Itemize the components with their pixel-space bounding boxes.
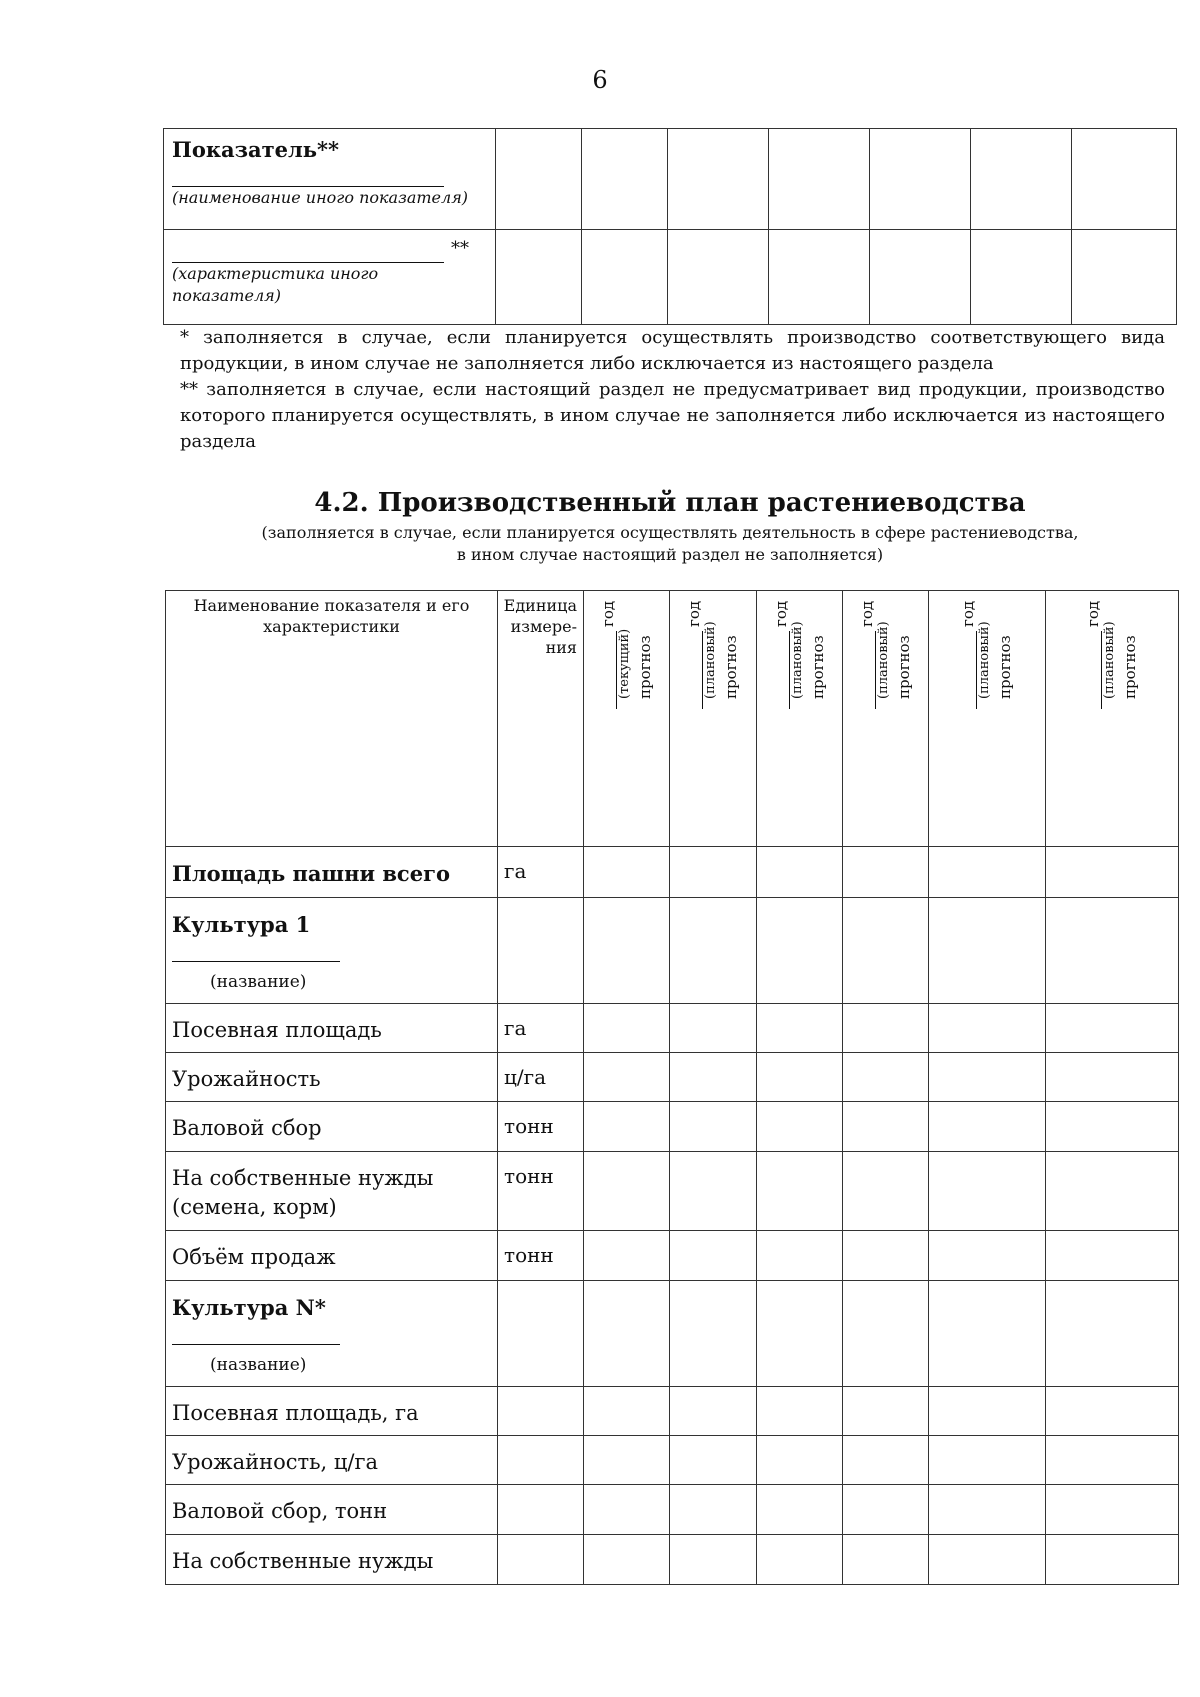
value-cell[interactable] <box>757 847 843 898</box>
value-cell[interactable] <box>584 1535 670 1585</box>
table-row <box>166 1485 1179 1535</box>
footnote-single-star: * заполняется в случае, если планируется осуществлять производство соответствующего вида продукции, в ином случае не заполняется либо исключается из настоящего раздела <box>180 327 1165 374</box>
value-cell[interactable] <box>584 1053 670 1102</box>
value-cell[interactable] <box>757 1436 843 1485</box>
year-word: год <box>598 600 617 627</box>
value-cell[interactable] <box>757 1387 843 1436</box>
value-cell[interactable] <box>870 129 971 230</box>
value-cell[interactable] <box>757 1053 843 1102</box>
year-kind: (плановый) <box>789 621 805 699</box>
unit-cell[interactable] <box>498 1281 584 1387</box>
value-cell[interactable] <box>584 1387 670 1436</box>
year-header-planned <box>843 591 929 847</box>
value-cell[interactable] <box>929 1004 1046 1053</box>
table-row <box>166 1004 1179 1053</box>
value-cell[interactable] <box>668 230 769 325</box>
value-cell[interactable] <box>843 1436 929 1485</box>
value-cell[interactable] <box>843 847 929 898</box>
value-cell[interactable] <box>1046 1231 1179 1281</box>
row-label: Валовой сбор, тонн <box>166 1485 498 1535</box>
culture-caption: (название) <box>210 972 307 992</box>
year-header-planned <box>929 591 1046 847</box>
year-kind: (текущий) <box>616 628 632 699</box>
row-label: Урожайность, ц/га <box>166 1436 498 1485</box>
crop-production-plan-table <box>165 590 1179 1585</box>
value-cell[interactable] <box>843 1004 929 1053</box>
value-cell[interactable] <box>670 1053 757 1102</box>
value-cell[interactable] <box>584 847 670 898</box>
value-cell[interactable] <box>843 1485 929 1535</box>
value-cell[interactable] <box>929 1436 1046 1485</box>
value-cell[interactable] <box>582 129 668 230</box>
year-header-planned <box>670 591 757 847</box>
unit-value: ц/га <box>498 1053 584 1102</box>
value-cell[interactable] <box>929 1053 1046 1102</box>
value-cell[interactable] <box>843 1387 929 1436</box>
value-cell[interactable] <box>584 1436 670 1485</box>
table-row <box>166 1436 1179 1485</box>
value-cell[interactable] <box>582 230 668 325</box>
value-cell[interactable] <box>584 1231 670 1281</box>
value-cell[interactable] <box>1046 1485 1179 1535</box>
value-cell[interactable] <box>1046 898 1179 1004</box>
value-cell[interactable] <box>929 898 1046 1004</box>
header-row <box>166 591 1179 847</box>
value-cell[interactable] <box>670 1387 757 1436</box>
year-word: год <box>1084 600 1102 627</box>
value-cell[interactable] <box>668 129 769 230</box>
value-cell[interactable] <box>971 129 1072 230</box>
value-cell[interactable] <box>870 230 971 325</box>
indicator-name-cell <box>164 129 496 230</box>
unit-cell[interactable] <box>498 1387 584 1436</box>
value-cell[interactable] <box>757 1004 843 1053</box>
value-cell[interactable] <box>670 1102 757 1152</box>
value-cell[interactable] <box>584 898 670 1004</box>
value-cell[interactable] <box>496 230 582 325</box>
unit-value: га <box>498 847 584 898</box>
value-cell[interactable] <box>1046 1281 1179 1387</box>
value-cell[interactable] <box>670 1485 757 1535</box>
value-cell[interactable] <box>769 230 870 325</box>
indicator-name-header: Наименование показателя и его характеристики <box>166 591 498 847</box>
value-cell[interactable] <box>929 1535 1046 1585</box>
value-cell[interactable] <box>1046 1387 1179 1436</box>
year-kind: (плановый) <box>703 621 718 699</box>
value-cell[interactable] <box>757 1535 843 1585</box>
value-cell[interactable] <box>584 1102 670 1152</box>
year-forecast: прогноз <box>894 635 913 699</box>
value-cell[interactable] <box>1072 129 1177 230</box>
table-row <box>164 230 1177 325</box>
value-cell[interactable] <box>843 1152 929 1231</box>
table-row <box>166 1387 1179 1436</box>
double-asterisk: ** <box>451 238 469 259</box>
row-label: Урожайность <box>166 1053 498 1102</box>
row-label: Площадь пашни всего <box>166 847 498 898</box>
unit-value: тонн <box>498 1152 584 1231</box>
value-cell[interactable] <box>670 1436 757 1485</box>
table-row <box>166 1281 1179 1387</box>
value-cell[interactable] <box>584 1281 670 1387</box>
value-cell[interactable] <box>1046 1535 1179 1585</box>
value-cell[interactable] <box>929 847 1046 898</box>
row-label: Валовой сбор <box>166 1102 498 1152</box>
value-cell[interactable] <box>843 1053 929 1102</box>
unit-header: Единица измере-ния <box>498 591 584 847</box>
footnotes <box>180 325 1165 455</box>
row-label: Посевная площадь, га <box>166 1387 498 1436</box>
value-cell[interactable] <box>496 129 582 230</box>
table-row <box>166 1535 1179 1585</box>
unit-value: тонн <box>498 1102 584 1152</box>
value-cell[interactable] <box>843 1231 929 1281</box>
subtitle-line: в ином случае настоящий раздел не заполняется) <box>456 545 884 564</box>
blank-line <box>172 238 444 263</box>
unit-cell[interactable] <box>498 898 584 1004</box>
table-row <box>166 1152 1179 1231</box>
culture-caption: (название) <box>210 1355 307 1375</box>
culture-title: Культура 1 <box>172 912 311 937</box>
table-row <box>166 1053 1179 1102</box>
table-row <box>166 898 1179 1004</box>
value-cell[interactable] <box>1046 1152 1179 1231</box>
value-cell[interactable] <box>1046 1053 1179 1102</box>
value-cell[interactable] <box>757 1152 843 1231</box>
value-cell[interactable] <box>929 1281 1046 1387</box>
year-word: год <box>857 600 876 627</box>
indicator-caption: (наименование иного показателя) <box>172 188 469 207</box>
value-cell[interactable] <box>1072 230 1177 325</box>
blank-line <box>172 939 340 962</box>
row-label: На собственные нужды <box>166 1535 498 1585</box>
value-cell[interactable] <box>843 1535 929 1585</box>
value-cell[interactable] <box>843 1102 929 1152</box>
value-cell[interactable] <box>971 230 1072 325</box>
value-cell[interactable] <box>757 1102 843 1152</box>
unit-value: тонн <box>498 1231 584 1281</box>
value-cell[interactable] <box>757 898 843 1004</box>
value-cell[interactable] <box>670 1152 757 1231</box>
value-cell[interactable] <box>584 1004 670 1053</box>
section-subtitle <box>0 522 1200 566</box>
section-title: 4.2. Производственный план растениеводства <box>314 488 1026 518</box>
value-cell[interactable] <box>929 1102 1046 1152</box>
year-forecast: прогноз <box>635 635 654 699</box>
year-word: год <box>959 600 977 627</box>
culture-title: Культура N* <box>172 1295 326 1320</box>
table-row <box>164 129 1177 230</box>
value-cell[interactable] <box>843 1281 929 1387</box>
value-cell[interactable] <box>929 1387 1046 1436</box>
characteristic-cell <box>164 230 496 325</box>
unit-cell[interactable] <box>498 1436 584 1485</box>
unit-cell[interactable] <box>498 1485 584 1535</box>
value-cell[interactable] <box>929 1231 1046 1281</box>
year-word: год <box>771 600 790 627</box>
culture-name-cell <box>166 898 498 1004</box>
unit-cell[interactable] <box>498 1535 584 1585</box>
year-word: год <box>685 600 703 627</box>
unit-value: га <box>498 1004 584 1053</box>
value-cell[interactable] <box>757 1485 843 1535</box>
value-cell[interactable] <box>929 1485 1046 1535</box>
subtitle-line: (заполняется в случае, если планируется осуществлять деятельность в сфере растениеводства, <box>261 523 1079 542</box>
indicator-table <box>163 128 1177 325</box>
table-row <box>166 1102 1179 1152</box>
row-label: На собственные нужды (семена, корм) <box>166 1152 498 1231</box>
value-cell[interactable] <box>670 1004 757 1053</box>
culture-name-cell <box>166 1281 498 1387</box>
footnote-double-star: ** заполняется в случае, если настоящий раздел не предусматривает вид продукции, производство которого планируется осуществлять, в ином случае не заполняется либо исключается из настоящего раздела <box>180 379 1165 452</box>
table-row <box>166 847 1179 898</box>
year-kind: (плановый) <box>977 621 992 699</box>
indicator-title: Показатель** <box>172 137 340 162</box>
row-label: Посевная площадь <box>166 1004 498 1053</box>
blank-line <box>172 162 444 187</box>
year-forecast: прогноз <box>1121 635 1139 699</box>
value-cell[interactable] <box>1046 1436 1179 1485</box>
year-forecast: прогноз <box>808 635 827 699</box>
value-cell[interactable] <box>670 898 757 1004</box>
row-label: Объём продаж <box>166 1231 498 1281</box>
blank-line <box>172 1322 340 1345</box>
year-header-planned <box>1046 591 1179 847</box>
year-kind: (плановый) <box>875 621 891 699</box>
value-cell[interactable] <box>769 129 870 230</box>
page-number: 6 <box>592 66 608 94</box>
table-row <box>166 1231 1179 1281</box>
value-cell[interactable] <box>670 847 757 898</box>
value-cell[interactable] <box>843 898 929 1004</box>
year-header-current <box>584 591 670 847</box>
value-cell[interactable] <box>1046 1102 1179 1152</box>
value-cell[interactable] <box>670 1281 757 1387</box>
year-header-planned <box>757 591 843 847</box>
value-cell[interactable] <box>1046 847 1179 898</box>
value-cell[interactable] <box>584 1152 670 1231</box>
value-cell[interactable] <box>757 1281 843 1387</box>
characteristic-caption: (характеристика иного показателя) <box>172 264 379 305</box>
value-cell[interactable] <box>929 1152 1046 1231</box>
year-kind: (плановый) <box>1102 621 1117 699</box>
year-forecast: прогноз <box>996 635 1014 699</box>
value-cell[interactable] <box>670 1231 757 1281</box>
value-cell[interactable] <box>584 1485 670 1535</box>
value-cell[interactable] <box>1046 1004 1179 1053</box>
value-cell[interactable] <box>757 1231 843 1281</box>
value-cell[interactable] <box>670 1535 757 1585</box>
year-forecast: прогноз <box>722 635 740 699</box>
